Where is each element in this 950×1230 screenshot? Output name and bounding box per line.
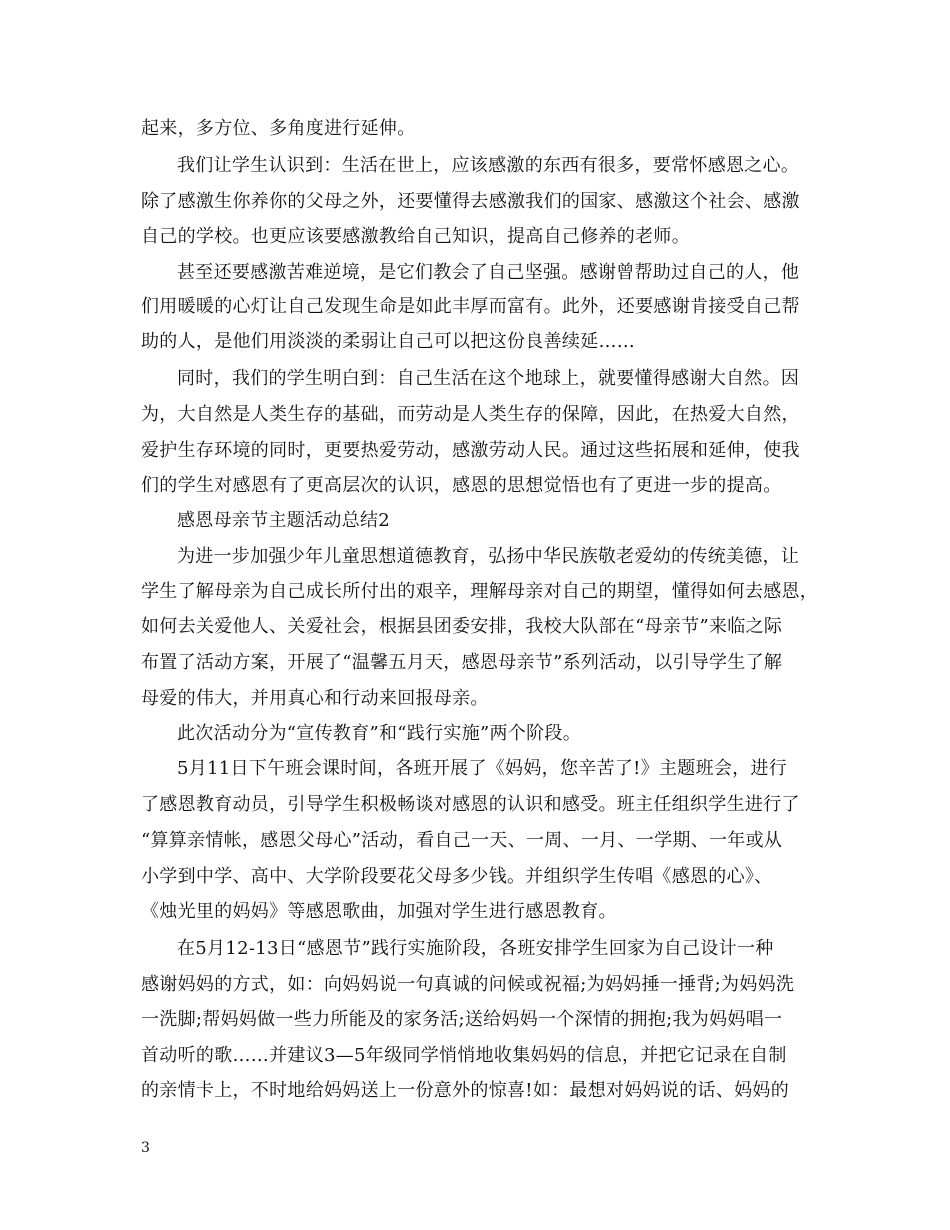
paragraph-first-line: 在5月12-13日“感恩节”践行实施阶段，各班安排学生回家为自己设计一种 [177,938,774,959]
text-line: 爱护生存环境的同时，更要热爱劳动，感激劳动人民。通过这些拓展和延伸，使我 [141,440,800,461]
paragraph-first-line: 为进一步加强少年儿童思想道德教育，弘扬中华民族敬老爱幼的传统美德，让 [177,546,800,567]
text-line: 为，大自然是人类生存的基础，而劳动是人类生存的保障，因此，在热爱大自然， [141,404,800,425]
text-line: 起来，多方位、多角度进行延伸。 [141,118,416,139]
text-line: 助的人，是他们用淡淡的柔弱让自己可以把这份良善续延…… [141,331,636,352]
text-line: 们的学生对感恩有了更高层次的认识，感恩的思想觉悟也有了更进一步的提高。 [141,475,782,496]
text-line: 学生了解母亲为自己成长所付出的艰辛，理解母亲对自己的期望，懂得如何去感恩， [141,581,819,602]
text-line: 《烛光里的妈妈》等感恩歌曲，加强对学生进行感恩教育。 [141,901,617,922]
paragraph-first-line: 5月11日下午班会课时间，各班开展了《妈妈，您辛苦了!》主题班会，进行 [177,758,788,779]
text-line: 首动听的歌……并建议3—5年级同学悄悄地收集妈妈的信息，并把它记录在自制 [141,1045,787,1066]
text-line: 一洗脚;帮妈妈做一些力所能及的家务活;送给妈妈一个深情的拥抱;我为妈妈唱一 [141,1009,783,1030]
text-line: “算算亲情帐，感恩父母心”活动，看自己一天、一周、一月、一学期、一年或从 [141,830,783,851]
paragraph-first-line: 此次活动分为“宣传教育”和“践行实施”两个阶段。 [177,723,582,744]
paragraph-first-line: 我们让学生认识到：生活在世上，应该感激的东西有很多，要常怀感恩之心。 [177,155,800,176]
text-line: 感谢妈妈的方式，如：向妈妈说一句真诚的问候或祝福;为妈妈捶一捶背;为妈妈洗 [141,974,795,995]
text-line: 如何去关爱他人、关爱社会，根据县团委安排，我校大队部在“母亲节”来临之际 [141,616,783,637]
section-heading: 感恩母亲节主题活动总结2 [177,510,391,531]
text-line: 除了感激生你养你的父母之外，还要懂得去感激我们的国家、感激这个社会、感激 [141,191,800,212]
paragraph-first-line: 甚至还要感激苦难逆境，是它们教会了自己坚强。感谢曾帮助过自己的人，他 [177,262,800,283]
page-number: 3 [141,1140,150,1156]
text-line: 自己的学校。也更应该要感激教给自己知识，提高自己修养的老师。 [141,226,690,247]
text-line: 小学到中学、高中、大学阶段要花父母多少钱。并组织学生传唱《感恩的心》、 [141,866,773,887]
text-line: 母爱的伟大，并用真心和行动来回报母亲。 [141,688,489,709]
text-line: 了感恩教育动员，引导学生积极畅谈对感恩的认识和感受。班主任组织学生进行了 [141,794,800,815]
paragraph-first-line: 同时，我们的学生明白到：自己生活在这个地球上，就要懂得感谢大自然。因 [177,368,800,389]
text-line: 们用暖暖的心灯让自己发现生命是如此丰厚而富有。此外，还要感谢肯接受自己帮 [141,296,800,317]
text-line: 的亲情卡上，不时地给妈妈送上一份意外的惊喜!如：最想对妈妈说的话、妈妈的 [141,1080,790,1101]
text-line: 布置了活动方案，开展了“温馨五月天，感恩母亲节”系列活动，以引导学生了解 [141,652,783,673]
